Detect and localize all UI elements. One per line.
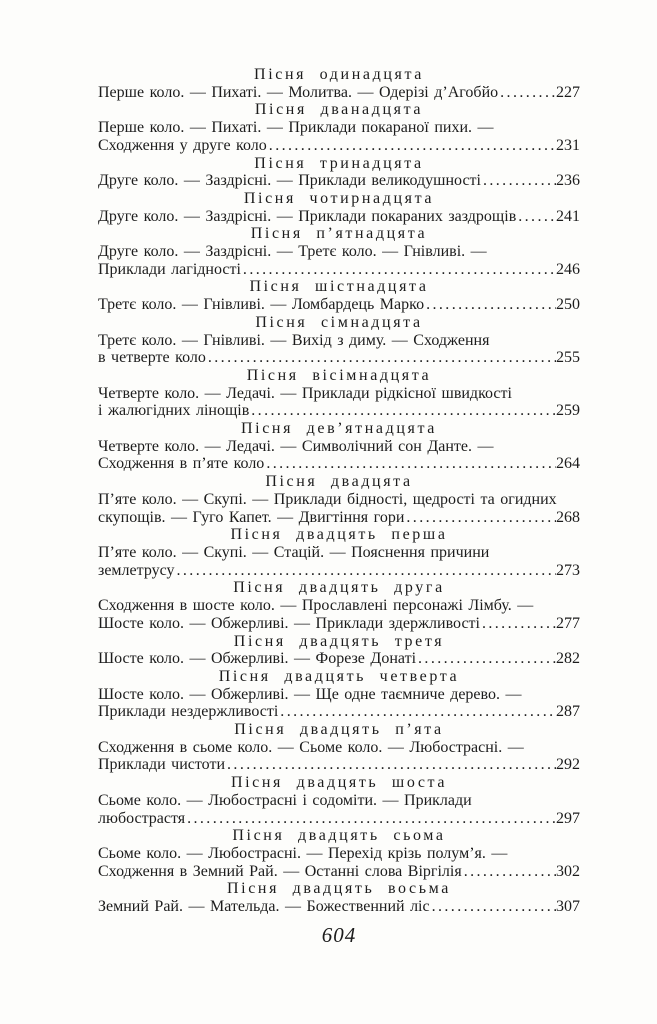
entry-row: [98, 172, 580, 190]
canto-heading: Пісня двадцять восьма: [227, 880, 451, 898]
canto-heading: Пісня дев’ятнадцята: [241, 420, 437, 438]
canto-heading: Пісня вісімнадцята: [246, 366, 432, 384]
entry-description-text: любострастя: [98, 809, 186, 827]
toc-entry: [98, 668, 580, 721]
canto-heading: Пісня тринадцята: [254, 154, 424, 172]
entry-row: [98, 455, 580, 473]
entry-description-text: Друге коло. — Заздрісні. — Приклади великодушності: [98, 172, 481, 190]
entry-page-number: 277: [556, 614, 580, 632]
canto-heading: Пісня двадцять п’ята: [234, 721, 444, 739]
entry-description-line: Четверте коло. — Ледачі. — Приклади рідкісної швидкості: [98, 384, 512, 402]
toc-entry: [98, 827, 580, 880]
entry-row: [98, 509, 580, 527]
entry-description-line: Сходження в шосте коло. — Прославлені персонажі Лімбу. —: [98, 597, 534, 615]
entry-description-text: в четверте коло: [98, 349, 206, 367]
entry-description-line: Четверте коло. — Ледачі. — Символічний сон Данте. —: [98, 437, 494, 455]
dot-leader: [482, 615, 556, 633]
toc-entry: [98, 101, 580, 154]
toc-entry: [98, 880, 580, 915]
entry-row: [98, 137, 580, 155]
canto-heading: Пісня чотирнадцята: [243, 189, 435, 207]
entry-description-line: Перше коло. — Пихаті. — Приклади покараної пихи. —: [98, 119, 494, 137]
entry-row: [98, 349, 580, 367]
dot-leader: [432, 898, 556, 916]
entry-description-text: землетрусу: [98, 561, 175, 579]
entry-description-text: Приклади нездержливості: [98, 703, 279, 721]
entry-page-number: 231: [556, 136, 580, 154]
toc-entry: [98, 579, 580, 632]
entry-row: [98, 703, 580, 721]
toc-list: [98, 66, 580, 916]
toc-entry: [98, 225, 580, 278]
entry-page-number: 302: [556, 862, 580, 880]
entry-page-number: 250: [556, 296, 580, 314]
entry-row: [98, 615, 580, 633]
toc-entry: [98, 367, 580, 420]
toc-entry: [98, 774, 580, 827]
entry-description-text: Шосте коло. — Обжерливі. — Форезе Донаті: [98, 650, 417, 668]
entry-page-number: 255: [556, 349, 580, 367]
entry-page-number: 236: [556, 172, 580, 190]
entry-description-text: Земний Рай. — Мательда. — Божественний ліс: [98, 898, 430, 916]
canto-heading: Пісня двадцять сьома: [232, 827, 446, 845]
entry-row: [98, 261, 580, 279]
entry-description-text: Друге коло. — Заздрісні. — Приклади покараних заздрощів: [98, 207, 517, 225]
dot-leader: [243, 261, 556, 279]
entry-row: [98, 296, 580, 314]
entry-row: [98, 756, 580, 774]
entry-description-text: скупощів. — Гуго Капет. — Двигтіння гори: [98, 508, 405, 526]
entry-description-line: Сьоме коло. — Любострасні і содоміти. — Приклади: [98, 791, 472, 809]
entry-row: [98, 208, 580, 226]
dot-leader: [187, 810, 556, 828]
entry-description-line: Третє коло. — Гнівливі. — Вихід з диму. — Сходження: [98, 331, 490, 349]
entry-description-text: Шосте коло. — Обжерливі. — Приклади здержливості: [98, 614, 480, 632]
entry-row: [98, 402, 580, 420]
entry-description-text: Приклади чистоти: [98, 756, 226, 774]
entry-description-text: Сходження у друге коло: [98, 136, 267, 154]
entry-row: [98, 863, 580, 881]
canto-heading: Пісня дванадцята: [254, 101, 424, 119]
canto-heading: Пісня двадцять третя: [233, 632, 445, 650]
entry-description-text: Сходження в п’яте коло: [98, 455, 265, 473]
entry-description-line: Сьоме коло. — Любострасні. — Перехід крізь полум’я. —: [98, 844, 508, 862]
entry-row: [98, 84, 580, 102]
entry-description-line: Сходження в сьоме коло. — Сьоме коло. — Любострасні. —: [98, 738, 524, 756]
canto-heading: Пісня шістнадцята: [249, 278, 429, 296]
toc-entry: [98, 278, 580, 313]
toc-entry: [98, 473, 580, 526]
entry-page-number: 264: [556, 455, 580, 473]
entry-page-number: 307: [556, 898, 580, 916]
entry-page-number: 259: [556, 402, 580, 420]
entry-row: [98, 650, 580, 668]
entry-row: [98, 898, 580, 916]
entry-page-number: 227: [556, 83, 580, 101]
entry-description-line: Друге коло. — Заздрісні. — Третє коло. — Гнівливі. —: [98, 243, 487, 261]
toc-entry: [98, 314, 580, 367]
toc-entry: [98, 526, 580, 579]
entry-description-line: П’яте коло. — Скупі. — Стацій. — Пояснення причини: [98, 543, 490, 561]
dot-leader: [251, 402, 556, 420]
canto-heading: Пісня двадцять четверта: [218, 667, 460, 685]
dot-leader: [418, 650, 556, 668]
dot-leader: [483, 172, 556, 190]
dot-leader: [280, 703, 556, 721]
canto-heading: Пісня двадцята: [265, 473, 413, 491]
dot-leader: [518, 208, 556, 226]
entry-description-line: П’яте коло. — Скупі. — Приклади бідності, щедрості та огидних: [98, 490, 557, 508]
dot-leader: [177, 562, 557, 580]
toc-entry: [98, 633, 580, 668]
toc-entry: [98, 155, 580, 190]
entry-description-text: Перше коло. — Пихаті. — Молитва. — Одерізі д’Агобйо: [98, 83, 499, 101]
book-page-number: 604: [321, 922, 357, 947]
entry-page-number: 273: [556, 561, 580, 579]
entry-page-number: 268: [556, 508, 580, 526]
entry-page-number: 292: [556, 756, 580, 774]
entry-description-text: Третє коло. — Гнівливі. — Ломбардець Марко: [98, 296, 425, 314]
canto-heading: Пісня двадцять перша: [230, 526, 448, 544]
entry-page-number: 287: [556, 703, 580, 721]
dot-leader: [426, 296, 556, 314]
toc-entry: [98, 721, 580, 774]
canto-heading: Пісня двадцять шоста: [230, 774, 448, 792]
dot-leader: [269, 137, 556, 155]
entry-page-number: 297: [556, 809, 580, 827]
entry-description-text: і жалюгідних лінощів: [98, 402, 250, 420]
canto-heading: Пісня сімнадцята: [255, 313, 423, 331]
entry-row: [98, 562, 580, 580]
entry-page-number: 282: [556, 650, 580, 668]
dot-leader: [266, 455, 556, 473]
toc-entry: [98, 66, 580, 101]
dot-leader: [464, 863, 556, 881]
dot-leader: [500, 84, 556, 102]
dot-leader: [208, 349, 556, 367]
canto-heading: Пісня двадцять друга: [233, 579, 445, 597]
dot-leader: [227, 756, 556, 774]
entry-page-number: 241: [556, 207, 580, 225]
dot-leader: [406, 509, 556, 527]
toc-entry: [98, 190, 580, 225]
entry-page-number: 246: [556, 260, 580, 278]
entry-description-line: Шосте коло. — Обжерливі. — Ще одне таємниче дерево. —: [98, 685, 522, 703]
canto-heading: Пісня п’ятнадцята: [250, 225, 428, 243]
entry-description-text: Сходження в Земний Рай. — Останні слова Віргілія: [98, 862, 462, 880]
canto-heading: Пісня одинадцята: [254, 66, 424, 83]
entry-row: [98, 810, 580, 828]
entry-description-text: Приклади лагідності: [98, 260, 241, 278]
toc-entry: [98, 420, 580, 473]
